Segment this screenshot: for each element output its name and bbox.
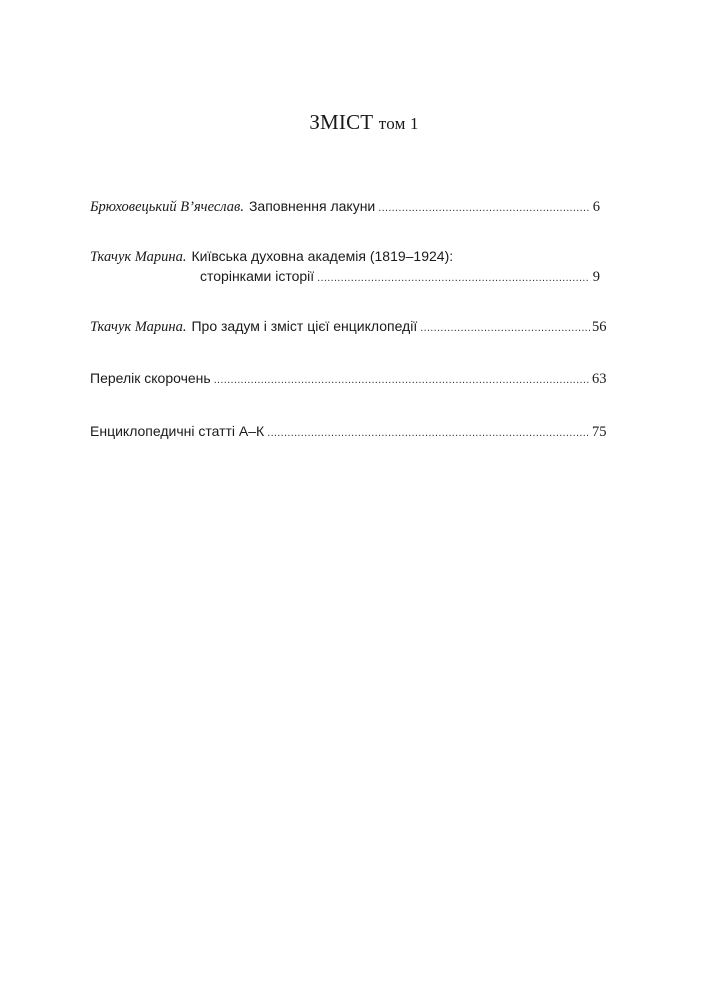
toc-title: Енциклопедичні статті А–К — [90, 423, 265, 439]
toc-title: Заповнення лакуни — [248, 198, 376, 214]
toc-author: Ткачук Марина. — [90, 249, 187, 265]
page-title — [0, 110, 728, 135]
toc-entry[interactable] — [90, 368, 607, 388]
dot-leader — [420, 318, 590, 338]
dot-leader — [378, 198, 590, 218]
toc-title: Перелік скорочень — [90, 370, 211, 386]
dot-leader — [214, 370, 590, 390]
toc-page-number: 75 — [592, 424, 607, 440]
toc-page-number: 63 — [592, 371, 607, 387]
toc-entry[interactable] — [90, 246, 600, 286]
toc-author: Ткачук Марина. — [90, 319, 187, 335]
toc-page-number: 6 — [592, 199, 600, 215]
title-volume: том 1 — [378, 114, 419, 133]
toc-entry[interactable] — [90, 316, 607, 336]
toc-entry[interactable] — [90, 421, 607, 441]
title-main: ЗМІСТ — [309, 110, 374, 134]
toc-title-continuation: сторінками історії — [200, 268, 315, 284]
toc-page-number: 56 — [592, 319, 607, 335]
toc-entry[interactable] — [90, 196, 600, 216]
toc-title: Про задум і зміст цієї енциклопедії — [191, 318, 418, 334]
dot-leader — [267, 423, 590, 443]
dot-leader — [317, 268, 590, 288]
toc-page-number: 9 — [592, 269, 600, 285]
toc-title: Київська духовна академія (1819–1924): — [191, 248, 454, 264]
toc-author: Брюховецький В’ячеслав. — [90, 199, 244, 215]
